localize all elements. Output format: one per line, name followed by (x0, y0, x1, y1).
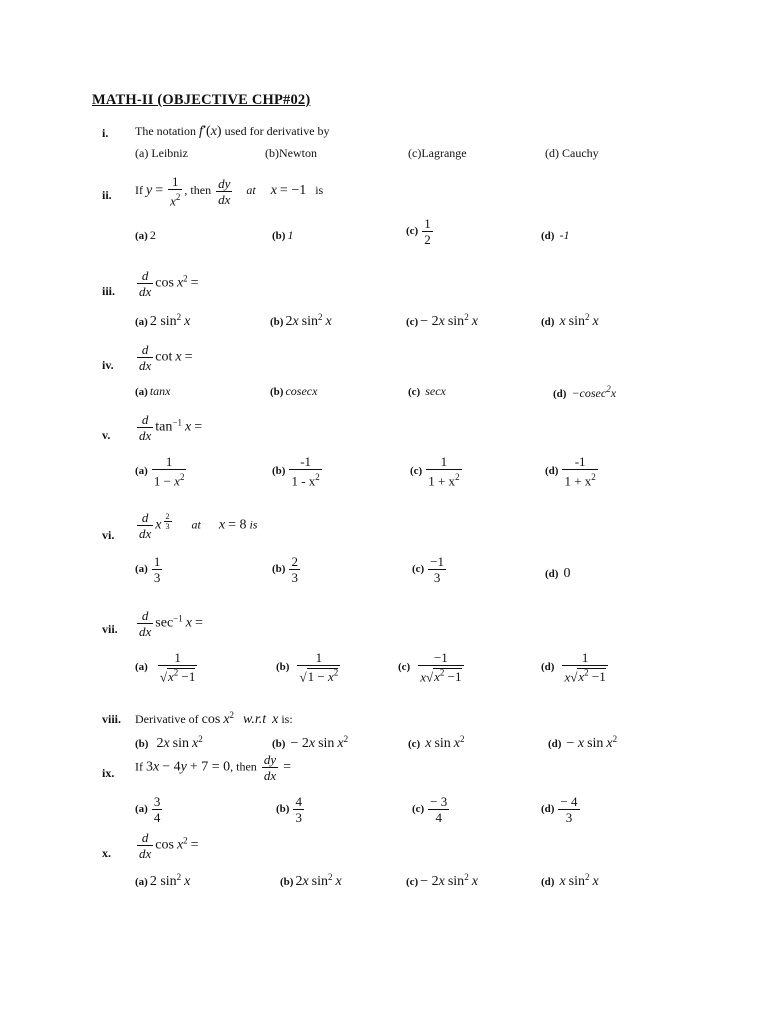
option-a[interactable]: (a) Leibniz (135, 146, 188, 160)
option-b[interactable]: (b) $\frac{2}{3}$ (272, 554, 298, 585)
option-d[interactable]: (d) -1 (541, 228, 570, 242)
option-d[interactable]: (d) $\frac{1}{x√x^2 -1}$ (541, 650, 606, 685)
question-stem: The notation f•(x) used for derivative by (135, 122, 330, 139)
question-number: vi. (102, 528, 115, 542)
question-stem: $\frac{d}{dx}$ x $^{\frac{2}{3}}$ at x = 8 is (139, 510, 258, 541)
option-c[interactable]: (c) $\frac{-1}{x√x^2 -1}$ (398, 650, 462, 685)
question-stem: Derivative of $\cos x^2$ w.r.t x is: (135, 710, 293, 727)
option-a[interactable]: (b) 2x $\sin x^2$ (135, 734, 203, 751)
question-number: vii. (102, 622, 118, 636)
option-a[interactable]: (a) $\frac{1}{√x^2 -1}$ (135, 650, 196, 685)
option-b[interactable]: (b) cosecx (270, 384, 318, 398)
option-c[interactable]: (c) secx (408, 384, 446, 398)
question-stem: If 3x − 4y + 7 = 0, then $\frac{dy}{dx}$ = (135, 752, 291, 783)
option-c[interactable]: (c) x $\sin x^2$ (408, 734, 465, 751)
option-a[interactable]: (a) tanx (135, 384, 171, 398)
option-b[interactable]: (b) $\frac{1}{√1 - x^2}$ (276, 650, 339, 685)
option-a[interactable]: (a) 2 $\sin^2 x$ (135, 312, 191, 329)
page-title: MATH-II (OBJECTIVE CHP#02) (92, 92, 311, 108)
option-a[interactable]: (a) $\frac{1}{3}$ (135, 554, 161, 585)
option-b[interactable]: (b) 2x $\sin^2 x$ (270, 312, 332, 329)
option-d[interactable]: (d) 0 (545, 566, 571, 581)
option-b[interactable]: (b)Newton (265, 146, 317, 160)
option-d[interactable]: (d) x $\sin^2 x$ (541, 872, 599, 889)
option-b[interactable]: (b) 2x $\sin^2 x$ (280, 872, 342, 889)
question-number: iv. (102, 358, 114, 372)
question-number: i. (102, 126, 109, 140)
option-a[interactable]: (a) 2 $\sin^2 x$ (135, 872, 191, 889)
option-c[interactable]: (c) − 2x $\sin^2 x$ (406, 872, 478, 889)
option-b[interactable]: (b) $\frac{4}{3}$ (276, 794, 302, 825)
option-d[interactable]: (d) −cosec$^2$x (553, 384, 617, 400)
option-c[interactable]: (c)Lagrange (408, 146, 467, 160)
question-number: viii. (102, 712, 122, 726)
question-stem: $\frac{d}{dx}$ $\tan^{-1} x$ = (139, 412, 203, 443)
option-b[interactable]: (b) $\frac{-1}{1 - x^2}$ (272, 454, 320, 489)
question-stem: $\frac{d}{dx}$ $\cos x^2$ = (139, 830, 199, 861)
question-stem: $\frac{d}{dx}$ $\sec^{-1} x$ = (139, 608, 203, 639)
question-number: x. (102, 846, 111, 860)
option-c[interactable]: (c) − 2x $\sin^2 x$ (406, 312, 478, 329)
option-d[interactable]: (d) Cauchy (545, 146, 599, 160)
option-c[interactable]: (c) $\frac{1}{2}$ (406, 216, 431, 247)
option-a[interactable]: (a) 2 (135, 228, 156, 242)
option-a[interactable]: (a) $\frac{1}{1 - x^2}$ (135, 454, 185, 489)
option-d[interactable]: (d) − x $\sin x^2$ (548, 734, 618, 751)
question-stem: If y = $\frac{1}{x^2}$ , then $\frac{dy}{dx}$ at x = −1 is (135, 174, 324, 209)
option-c[interactable]: (c) $\frac{-1}{3}$ (412, 554, 445, 585)
option-c[interactable]: (c) $\frac{1}{1 + x^2}$ (410, 454, 460, 489)
question-number: ii. (102, 188, 112, 202)
question-number: v. (102, 428, 111, 442)
option-a[interactable]: (a) $\frac{3}{4}$ (135, 794, 161, 825)
option-b[interactable]: (b) − 2x $\sin x^2$ (272, 734, 349, 751)
option-d[interactable]: (d) $\frac{- 4}{3}$ (541, 794, 578, 825)
question-stem: $\frac{d}{dx}$ cot x = (139, 342, 193, 373)
option-c[interactable]: (c) $\frac{- 3}{4}$ (412, 794, 448, 825)
option-b[interactable]: (b) 1 (272, 228, 294, 242)
option-d[interactable]: (d) x $\sin^2 x$ (541, 312, 599, 329)
option-d[interactable]: (d) $\frac{-1}{1 + x^2}$ (545, 454, 596, 489)
question-number: ix. (102, 766, 115, 780)
question-number: iii. (102, 284, 116, 298)
question-stem: $\frac{d}{dx}$ $\cos x^2$ = (139, 268, 199, 299)
